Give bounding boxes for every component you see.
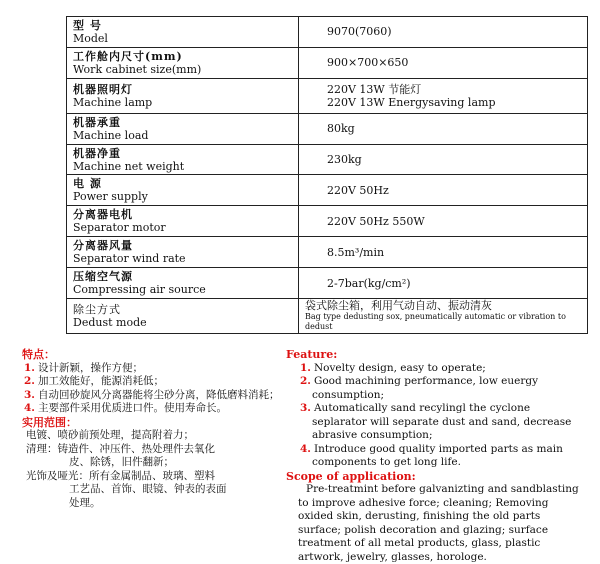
spec-label-en: Separator motor [73,221,166,235]
spec-row [67,113,588,144]
spec-row [67,268,588,299]
feature-cn-text: 加工效能好，能源消耗低； [37,375,164,387]
scope-en-text: Pre-treatmint before galvanizting and sandblasting to improve adhesive force; cleaning; Removing oxided skin, derusting, finishing the old parts surface; polish decoration and glazing; surface treatment of all metal products, glass, plastic artwork, jewelry, glasses, horologe. [298,483,579,563]
feature-en-number: 2. [300,375,311,387]
feature-en-text: Novelty design, easy to operate; [313,361,486,374]
spec-label-cn: 分离器风量 [73,239,133,253]
spec-value-cell [299,17,588,48]
spec-label-cn: 压缩空气源 [73,270,133,284]
spec-label-cell [67,268,299,299]
english-description [286,348,586,564]
spec-label-cell [67,113,299,144]
spec-value: 8.5m³/min [327,245,385,259]
features-cn-title: 特点： [22,348,55,361]
feature-cn-item [22,402,284,416]
feature-en-text: Automatically sand recylingl the cyclone seplarator will separate dust and sand, decrease abrasive consumption; [312,402,572,441]
spec-label-cn: 电 源 [73,177,102,191]
spec-table [66,16,588,334]
feature-cn-item [22,362,284,376]
spec-label-en: Machine load [73,128,149,142]
spec-row [67,206,588,237]
application-cn-line: 工艺品、首饰、眼镜、钟表的表面 [69,483,227,495]
spec-label-cn: 分离器电机 [73,208,133,222]
spec-value-cell [299,237,588,268]
spec-label-cell [67,47,299,78]
feature-cn-number: 4. [24,402,35,414]
spec-label-cn: 机器照明灯 [73,82,133,96]
spec-value-cell [299,144,588,175]
feature-en-number: 4. [300,442,311,455]
application-cn-line: 皮、除锈，旧件翻新； [69,456,174,468]
spec-value: 80kg [327,122,355,136]
spec-label-cn: 型 号 [73,18,102,32]
application-cn-line: 电镀、喷砂前预处理，提高附着力； [26,429,194,441]
spec-value: 220V 50Hz 550W [327,214,425,228]
spec-label-en: Power supply [73,190,148,204]
feature-en-number: 3. [300,402,311,414]
scope-en-title: Scope of application: [286,469,416,483]
spec-value: 230kg [327,153,362,167]
spec-label-cn: 机器承重 [73,115,121,129]
spec-label-en: Machine lamp [73,95,153,109]
feature-cn-item [22,389,284,403]
spec-row [67,17,588,48]
feature-cn-text: 自动回砂旋风分离器能将尘砂分离，降低磨料消耗； [37,388,280,401]
spec-row [67,237,588,268]
spec-value: 220V 13W 节能灯 [327,82,422,96]
spec-value-cell [299,175,588,206]
spec-label-en: Compressing air source [73,283,206,297]
feature-en-item [286,375,586,402]
spec-row [67,144,588,175]
spec-value-cell [299,298,588,333]
spec-value-secondary: Bag type dedusting sox, pneumatically automatic or vibration to dedust [305,312,566,332]
spec-label-en: Separator wind rate [73,252,186,266]
spec-label-cn: 工作舱内尺寸(mm) [73,49,183,63]
spec-label-cell [67,17,299,48]
spec-label-en: Model [73,31,108,45]
spec-label-cell [67,206,299,237]
spec-label-cell [67,237,299,268]
spec-value: 900×700×650 [327,56,409,70]
spec-row [67,47,588,78]
application-cn-line: 处理。 [69,496,101,509]
spec-value-cell [299,206,588,237]
feature-en-text: Introduce good quality imported parts as main components to get long life. [312,442,563,468]
spec-row [67,298,588,333]
spec-label-cell [67,144,299,175]
spec-value: 9070(7060) [327,25,392,39]
spec-value-cell [299,78,588,113]
feature-cn-text: 主要部件采用优质进口件。使用寿命长。 [37,402,227,414]
spec-value-cell [299,268,588,299]
spec-label-cell [67,78,299,113]
chinese-description [22,348,284,510]
spec-value-cell [299,47,588,78]
feature-cn-item [22,375,284,389]
features-en-title: Feature: [286,348,338,361]
application-cn-line: 清理：铸造件、冲压件、热处理件去氧化 [26,442,215,455]
spec-value-cell [299,113,588,144]
spec-label-en: Dedust mode [73,315,147,329]
application-cn-line: 光饰及哑光：所有金属制品、玻璃、塑料 [26,469,215,482]
spec-value: 2-7bar(kg/cm²) [327,276,411,290]
spec-row [67,175,588,206]
spec-label-cn: 机器净重 [73,146,121,160]
feature-en-item [286,402,586,443]
feature-en-item [286,443,586,470]
feature-cn-number: 2. [24,375,35,387]
spec-label-cell [67,298,299,333]
feature-cn-number: 1. [24,361,35,374]
feature-cn-text: 设计新颖，操作方便； [37,361,143,374]
application-cn-title: 实用范围： [22,415,77,429]
spec-label-cell [67,175,299,206]
feature-cn-number: 3. [24,388,35,401]
feature-en-number: 1. [300,361,311,374]
spec-value: 220V 50Hz [327,183,389,197]
spec-row [67,78,588,113]
feature-en-item [286,362,586,376]
spec-label-en: Machine net weight [73,159,185,173]
feature-en-text: Good machining performance, low euergy consumption; [312,375,539,401]
spec-value: 袋式除尘箱，利用气动自动、振动清灰 [305,299,492,313]
spec-label-cn: 除尘方式 [73,302,121,316]
spec-label-en: Work cabinet size(mm) [73,62,202,76]
spec-value-secondary: 220V 13W Energysaving lamp [327,95,496,109]
